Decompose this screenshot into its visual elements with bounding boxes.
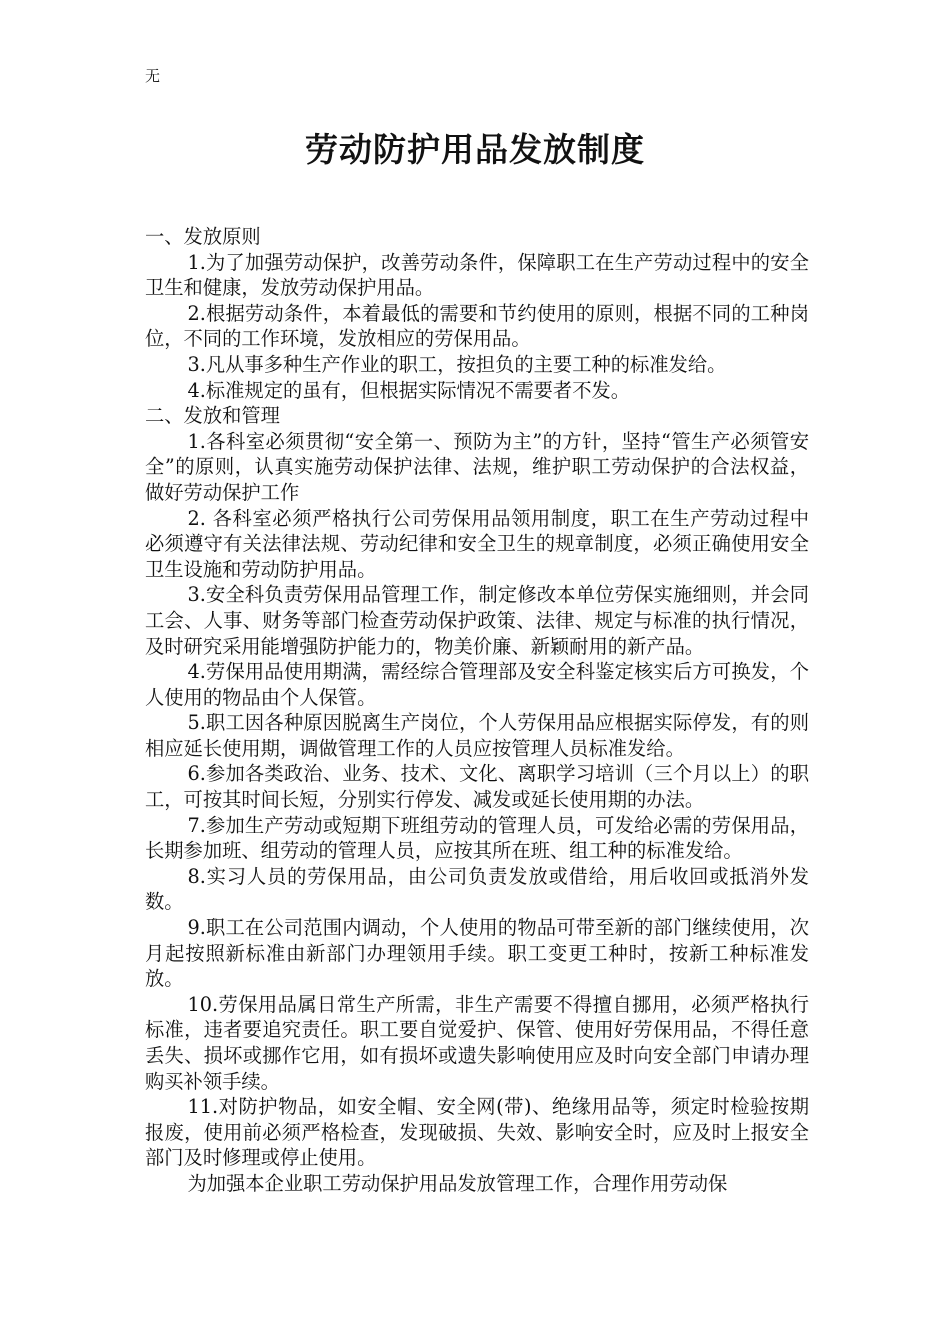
section-1-item-2: 2.根据劳动条件，本着最低的需要和节约使用的原则，根据不同的工种岗位，不同的工作环境，发放相应的劳保用品。 bbox=[145, 301, 809, 351]
section-2-item-5: 5.职工因各种原因脱离生产岗位，个人劳保用品应根据实际停发，有的则相应延长使用期，调做管理工作的人员应按管理人员标准发给。 bbox=[145, 711, 809, 760]
section-1-item-1: 1.为了加强劳动保护，改善劳动条件，保障职工在生产劳动过程中的安全卫生和健康，发放劳动保护用品。 bbox=[145, 250, 809, 300]
trailing-paragraph: 为加强本企业职工劳动保护用品发放管理工作，合理作用劳动保 bbox=[187, 1171, 728, 1195]
document-body bbox=[145, 224, 809, 1197]
section-2-item-4: 4.劳保用品使用期满，需经综合管理部及安全科鉴定核实后方可换发，个人使用的物品由个人保管。 bbox=[145, 660, 809, 709]
section-1-item-4: 4.标准规定的虽有，但根据实际情况不需要者不发。 bbox=[187, 378, 631, 402]
section-2-item-8: 8.实习人员的劳保用品，由公司负责发放或借给，用后收回或抵消外发数。 bbox=[145, 864, 809, 914]
section-2-item-11: 11.对防护物品，如安全帽、安全网(带)、绝缘用品等，须定时检验按期报废，使用前必须严格检查，发现破损、失效、影响安全时，应及时上报安全部门及时修理或停止使用。 bbox=[145, 1095, 809, 1170]
section-2-item-6: 6.参加各类政治、业务、技术、文化、离职学习培训（三个月以上）的职工，可按其时间长短，分别实行停发、减发或延长使用期的办法。 bbox=[145, 762, 809, 812]
section-2-item-3: 3.安全科负责劳保用品管理工作，制定修改本单位劳保实施细则，并会同工会、人事、财务等部门检查劳动保护政策、法律、规定与标准的执行情况，及时研究采用能增强防护能力的，物美价廉、新颖耐用的新产品。 bbox=[145, 583, 809, 658]
section-heading-2: 二、发放和管理 bbox=[145, 404, 280, 428]
document-title: 劳动防护用品发放制度 bbox=[305, 130, 645, 169]
section-2-item-1: 1.各科室必须贯彻“安全第一、预防为主”的方针，坚持“管生产必须管安全”的原则，认真实施劳动保护法律、法规，维护职工劳动保护的合法权益，做好劳动保护工作 bbox=[145, 429, 809, 504]
section-1-item-3: 3.凡从事多种生产作业的职工，按担负的主要工种的标准发给。 bbox=[187, 352, 727, 376]
section-2-item-7: 7.参加生产劳动或短期下班组劳动的管理人员，可发给必需的劳保用品，长期参加班、组劳动的管理人员，应按其所在班、组工种的标准发给。 bbox=[145, 813, 809, 863]
section-heading-1: 一、发放原则 bbox=[145, 225, 261, 248]
header-note: 无 bbox=[145, 67, 161, 85]
section-2-item-9: 9.职工在公司范围内调动，个人使用的物品可带至新的部门继续使用，次月起按照新标准由新部门办理领用手续。职工变更工种时，按新工种标准发放。 bbox=[145, 916, 809, 991]
section-2-item-2: 2. 各科室必须严格执行公司劳保用品领用制度，职工在生产劳动过程中必须遵守有关法律法规、劳动纪律和安全卫生的规章制度，必须正确使用安全卫生设施和劳动防护用品。 bbox=[145, 506, 809, 581]
section-2-item-10: 10.劳保用品属日常生产所需，非生产需要不得擅自挪用，必须严格执行标准，违者要追究责任。职工要自觉爱护、保管、使用好劳保用品，不得任意丢失、损坏或挪作它用，如有损坏或遗失影响使用应及时向安全部门申请办理购买补领手续。 bbox=[145, 992, 809, 1093]
